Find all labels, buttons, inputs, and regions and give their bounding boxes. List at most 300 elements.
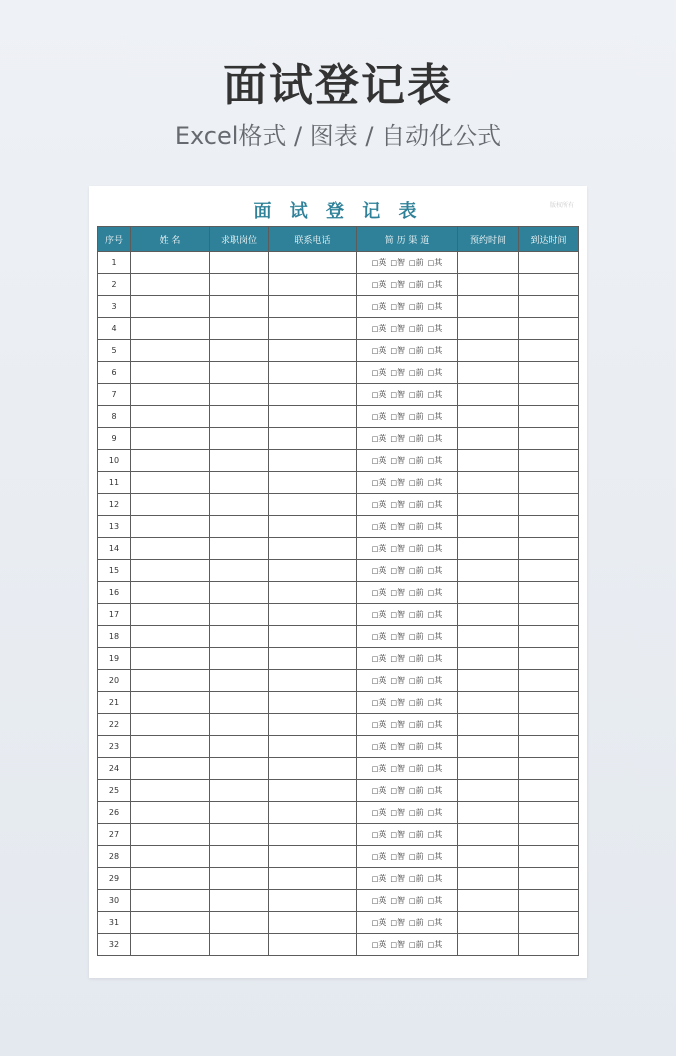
source-option[interactable] xyxy=(428,257,443,268)
source-option[interactable] xyxy=(372,851,387,862)
appointment-time-cell[interactable] xyxy=(458,626,519,648)
source-option[interactable] xyxy=(409,807,424,818)
checkbox-icon[interactable]: □ xyxy=(409,655,416,663)
name-cell[interactable] xyxy=(131,406,210,428)
source-option[interactable] xyxy=(372,609,387,620)
source-option[interactable] xyxy=(428,851,443,862)
source-option[interactable] xyxy=(372,697,387,708)
checkbox-icon[interactable]: □ xyxy=(409,501,416,509)
arrival-time-cell[interactable] xyxy=(519,560,579,582)
arrival-time-cell[interactable] xyxy=(519,274,579,296)
source-option[interactable] xyxy=(428,719,443,730)
checkbox-icon[interactable]: □ xyxy=(409,611,416,619)
source-option[interactable] xyxy=(372,807,387,818)
checkbox-icon[interactable]: □ xyxy=(390,435,397,443)
source-option[interactable] xyxy=(372,543,387,554)
arrival-time-cell[interactable] xyxy=(519,516,579,538)
arrival-time-cell[interactable] xyxy=(519,868,579,890)
source-option[interactable] xyxy=(409,565,424,576)
arrival-time-cell[interactable] xyxy=(519,494,579,516)
checkbox-icon[interactable]: □ xyxy=(371,611,379,619)
appointment-time-cell[interactable] xyxy=(458,582,519,604)
checkbox-icon[interactable]: □ xyxy=(390,391,397,399)
source-option[interactable] xyxy=(428,763,443,774)
checkbox-icon[interactable]: □ xyxy=(371,875,379,883)
source-option[interactable] xyxy=(372,587,387,598)
appointment-time-cell[interactable] xyxy=(458,604,519,626)
name-cell[interactable] xyxy=(131,472,210,494)
checkbox-icon[interactable]: □ xyxy=(409,281,416,289)
phone-cell[interactable] xyxy=(269,802,357,824)
position-cell[interactable] xyxy=(210,912,269,934)
position-cell[interactable] xyxy=(210,890,269,912)
arrival-time-cell[interactable] xyxy=(519,824,579,846)
source-option[interactable] xyxy=(372,257,387,268)
name-cell[interactable] xyxy=(131,274,210,296)
source-option[interactable] xyxy=(372,565,387,576)
checkbox-icon[interactable]: □ xyxy=(390,325,397,333)
checkbox-icon[interactable]: □ xyxy=(409,325,416,333)
name-cell[interactable] xyxy=(131,494,210,516)
appointment-time-cell[interactable] xyxy=(458,736,519,758)
source-option[interactable] xyxy=(390,477,405,488)
position-cell[interactable] xyxy=(210,736,269,758)
source-option[interactable] xyxy=(372,631,387,642)
checkbox-icon[interactable]: □ xyxy=(427,479,435,487)
phone-cell[interactable] xyxy=(269,912,357,934)
source-option[interactable] xyxy=(390,785,405,796)
source-option[interactable] xyxy=(428,301,443,312)
checkbox-icon[interactable]: □ xyxy=(390,743,397,751)
checkbox-icon[interactable]: □ xyxy=(371,765,379,773)
phone-cell[interactable] xyxy=(269,582,357,604)
position-cell[interactable] xyxy=(210,516,269,538)
checkbox-icon[interactable]: □ xyxy=(390,501,397,509)
appointment-time-cell[interactable] xyxy=(458,538,519,560)
position-cell[interactable] xyxy=(210,934,269,956)
checkbox-icon[interactable]: □ xyxy=(390,347,397,355)
checkbox-icon[interactable]: □ xyxy=(409,457,416,465)
name-cell[interactable] xyxy=(131,648,210,670)
checkbox-icon[interactable]: □ xyxy=(371,501,379,509)
checkbox-icon[interactable]: □ xyxy=(390,765,397,773)
source-option[interactable] xyxy=(428,829,443,840)
name-cell[interactable] xyxy=(131,604,210,626)
position-cell[interactable] xyxy=(210,362,269,384)
position-cell[interactable] xyxy=(210,318,269,340)
appointment-time-cell[interactable] xyxy=(458,824,519,846)
checkbox-icon[interactable]: □ xyxy=(427,655,435,663)
position-cell[interactable] xyxy=(210,538,269,560)
arrival-time-cell[interactable] xyxy=(519,472,579,494)
checkbox-icon[interactable]: □ xyxy=(371,479,379,487)
checkbox-icon[interactable]: □ xyxy=(371,391,379,399)
source-option[interactable] xyxy=(372,455,387,466)
phone-cell[interactable] xyxy=(269,890,357,912)
checkbox-icon[interactable]: □ xyxy=(371,809,379,817)
position-cell[interactable] xyxy=(210,758,269,780)
phone-cell[interactable] xyxy=(269,780,357,802)
checkbox-icon[interactable]: □ xyxy=(390,831,397,839)
source-option[interactable] xyxy=(372,521,387,532)
source-option[interactable] xyxy=(390,345,405,356)
phone-cell[interactable] xyxy=(269,406,357,428)
source-option[interactable] xyxy=(428,499,443,510)
checkbox-icon[interactable]: □ xyxy=(371,677,379,685)
checkbox-icon[interactable]: □ xyxy=(371,281,379,289)
phone-cell[interactable] xyxy=(269,274,357,296)
appointment-time-cell[interactable] xyxy=(458,846,519,868)
name-cell[interactable] xyxy=(131,516,210,538)
name-cell[interactable] xyxy=(131,890,210,912)
source-option[interactable] xyxy=(428,323,443,334)
checkbox-icon[interactable]: □ xyxy=(427,699,435,707)
source-option[interactable] xyxy=(409,433,424,444)
arrival-time-cell[interactable] xyxy=(519,340,579,362)
source-option[interactable] xyxy=(428,917,443,928)
arrival-time-cell[interactable] xyxy=(519,934,579,956)
source-option[interactable] xyxy=(428,477,443,488)
checkbox-icon[interactable]: □ xyxy=(427,567,435,575)
source-option[interactable] xyxy=(409,345,424,356)
checkbox-icon[interactable]: □ xyxy=(371,589,379,597)
checkbox-icon[interactable]: □ xyxy=(409,787,416,795)
source-option[interactable] xyxy=(428,609,443,620)
checkbox-icon[interactable]: □ xyxy=(371,347,379,355)
phone-cell[interactable] xyxy=(269,604,357,626)
arrival-time-cell[interactable] xyxy=(519,912,579,934)
name-cell[interactable] xyxy=(131,318,210,340)
source-option[interactable] xyxy=(372,279,387,290)
name-cell[interactable] xyxy=(131,780,210,802)
source-option[interactable] xyxy=(390,939,405,950)
phone-cell[interactable] xyxy=(269,824,357,846)
checkbox-icon[interactable]: □ xyxy=(371,303,379,311)
checkbox-icon[interactable]: □ xyxy=(390,611,397,619)
checkbox-icon[interactable]: □ xyxy=(409,567,416,575)
phone-cell[interactable] xyxy=(269,560,357,582)
checkbox-icon[interactable]: □ xyxy=(409,545,416,553)
source-option[interactable] xyxy=(428,873,443,884)
checkbox-icon[interactable]: □ xyxy=(390,303,397,311)
appointment-time-cell[interactable] xyxy=(458,670,519,692)
source-option[interactable] xyxy=(390,543,405,554)
checkbox-icon[interactable]: □ xyxy=(371,523,379,531)
appointment-time-cell[interactable] xyxy=(458,450,519,472)
checkbox-icon[interactable]: □ xyxy=(409,303,416,311)
checkbox-icon[interactable]: □ xyxy=(371,831,379,839)
checkbox-icon[interactable]: □ xyxy=(427,325,435,333)
source-option[interactable] xyxy=(428,741,443,752)
checkbox-icon[interactable]: □ xyxy=(390,677,397,685)
checkbox-icon[interactable]: □ xyxy=(390,479,397,487)
source-option[interactable] xyxy=(372,675,387,686)
checkbox-icon[interactable]: □ xyxy=(390,875,397,883)
checkbox-icon[interactable]: □ xyxy=(390,413,397,421)
checkbox-icon[interactable]: □ xyxy=(427,611,435,619)
phone-cell[interactable] xyxy=(269,538,357,560)
name-cell[interactable] xyxy=(131,758,210,780)
position-cell[interactable] xyxy=(210,648,269,670)
checkbox-icon[interactable]: □ xyxy=(427,831,435,839)
checkbox-icon[interactable]: □ xyxy=(427,765,435,773)
checkbox-icon[interactable]: □ xyxy=(427,457,435,465)
checkbox-icon[interactable]: □ xyxy=(409,589,416,597)
phone-cell[interactable] xyxy=(269,934,357,956)
source-option[interactable] xyxy=(390,367,405,378)
source-option[interactable] xyxy=(372,323,387,334)
source-option[interactable] xyxy=(409,323,424,334)
phone-cell[interactable] xyxy=(269,340,357,362)
checkbox-icon[interactable]: □ xyxy=(427,281,435,289)
checkbox-icon[interactable]: □ xyxy=(427,897,435,905)
phone-cell[interactable] xyxy=(269,252,357,274)
checkbox-icon[interactable]: □ xyxy=(390,655,397,663)
checkbox-icon[interactable]: □ xyxy=(390,545,397,553)
checkbox-icon[interactable]: □ xyxy=(371,655,379,663)
phone-cell[interactable] xyxy=(269,648,357,670)
source-option[interactable] xyxy=(428,565,443,576)
checkbox-icon[interactable]: □ xyxy=(409,391,416,399)
source-option[interactable] xyxy=(428,543,443,554)
appointment-time-cell[interactable] xyxy=(458,780,519,802)
appointment-time-cell[interactable] xyxy=(458,648,519,670)
appointment-time-cell[interactable] xyxy=(458,560,519,582)
arrival-time-cell[interactable] xyxy=(519,780,579,802)
source-option[interactable] xyxy=(390,851,405,862)
name-cell[interactable] xyxy=(131,626,210,648)
checkbox-icon[interactable]: □ xyxy=(371,743,379,751)
appointment-time-cell[interactable] xyxy=(458,890,519,912)
name-cell[interactable] xyxy=(131,934,210,956)
checkbox-icon[interactable]: □ xyxy=(427,413,435,421)
source-option[interactable] xyxy=(409,455,424,466)
arrival-time-cell[interactable] xyxy=(519,648,579,670)
checkbox-icon[interactable]: □ xyxy=(371,369,379,377)
source-option[interactable] xyxy=(409,543,424,554)
position-cell[interactable] xyxy=(210,560,269,582)
source-option[interactable] xyxy=(409,389,424,400)
position-cell[interactable] xyxy=(210,428,269,450)
name-cell[interactable] xyxy=(131,846,210,868)
source-option[interactable] xyxy=(428,785,443,796)
source-option[interactable] xyxy=(390,697,405,708)
checkbox-icon[interactable]: □ xyxy=(371,567,379,575)
phone-cell[interactable] xyxy=(269,868,357,890)
name-cell[interactable] xyxy=(131,912,210,934)
source-option[interactable] xyxy=(409,609,424,620)
source-option[interactable] xyxy=(409,697,424,708)
phone-cell[interactable] xyxy=(269,428,357,450)
checkbox-icon[interactable]: □ xyxy=(427,875,435,883)
position-cell[interactable] xyxy=(210,626,269,648)
checkbox-icon[interactable]: □ xyxy=(409,677,416,685)
appointment-time-cell[interactable] xyxy=(458,362,519,384)
checkbox-icon[interactable]: □ xyxy=(371,787,379,795)
checkbox-icon[interactable]: □ xyxy=(427,545,435,553)
position-cell[interactable] xyxy=(210,582,269,604)
source-option[interactable] xyxy=(428,807,443,818)
name-cell[interactable] xyxy=(131,538,210,560)
phone-cell[interactable] xyxy=(269,670,357,692)
source-option[interactable] xyxy=(409,477,424,488)
phone-cell[interactable] xyxy=(269,472,357,494)
source-option[interactable] xyxy=(428,895,443,906)
checkbox-icon[interactable]: □ xyxy=(427,677,435,685)
source-option[interactable] xyxy=(428,411,443,422)
phone-cell[interactable] xyxy=(269,450,357,472)
position-cell[interactable] xyxy=(210,274,269,296)
checkbox-icon[interactable]: □ xyxy=(390,853,397,861)
source-option[interactable] xyxy=(428,521,443,532)
checkbox-icon[interactable]: □ xyxy=(409,853,416,861)
source-option[interactable] xyxy=(409,279,424,290)
checkbox-icon[interactable]: □ xyxy=(390,523,397,531)
appointment-time-cell[interactable] xyxy=(458,428,519,450)
position-cell[interactable] xyxy=(210,670,269,692)
name-cell[interactable] xyxy=(131,824,210,846)
name-cell[interactable] xyxy=(131,384,210,406)
arrival-time-cell[interactable] xyxy=(519,538,579,560)
source-option[interactable] xyxy=(390,565,405,576)
checkbox-icon[interactable]: □ xyxy=(427,391,435,399)
phone-cell[interactable] xyxy=(269,384,357,406)
source-option[interactable] xyxy=(390,631,405,642)
source-option[interactable] xyxy=(409,763,424,774)
arrival-time-cell[interactable] xyxy=(519,318,579,340)
source-option[interactable] xyxy=(409,785,424,796)
checkbox-icon[interactable]: □ xyxy=(427,369,435,377)
source-option[interactable] xyxy=(409,851,424,862)
checkbox-icon[interactable]: □ xyxy=(371,941,379,949)
appointment-time-cell[interactable] xyxy=(458,714,519,736)
checkbox-icon[interactable]: □ xyxy=(409,259,416,267)
appointment-time-cell[interactable] xyxy=(458,296,519,318)
checkbox-icon[interactable]: □ xyxy=(427,919,435,927)
phone-cell[interactable] xyxy=(269,692,357,714)
checkbox-icon[interactable]: □ xyxy=(390,567,397,575)
source-option[interactable] xyxy=(390,301,405,312)
appointment-time-cell[interactable] xyxy=(458,252,519,274)
name-cell[interactable] xyxy=(131,736,210,758)
checkbox-icon[interactable]: □ xyxy=(409,435,416,443)
source-option[interactable] xyxy=(372,917,387,928)
appointment-time-cell[interactable] xyxy=(458,692,519,714)
source-option[interactable] xyxy=(428,939,443,950)
checkbox-icon[interactable]: □ xyxy=(390,919,397,927)
checkbox-icon[interactable]: □ xyxy=(371,853,379,861)
appointment-time-cell[interactable] xyxy=(458,868,519,890)
name-cell[interactable] xyxy=(131,450,210,472)
source-option[interactable] xyxy=(428,653,443,664)
checkbox-icon[interactable]: □ xyxy=(371,325,379,333)
source-option[interactable] xyxy=(409,895,424,906)
position-cell[interactable] xyxy=(210,868,269,890)
checkbox-icon[interactable]: □ xyxy=(371,545,379,553)
source-option[interactable] xyxy=(372,301,387,312)
arrival-time-cell[interactable] xyxy=(519,714,579,736)
phone-cell[interactable] xyxy=(269,318,357,340)
position-cell[interactable] xyxy=(210,780,269,802)
checkbox-icon[interactable]: □ xyxy=(427,721,435,729)
checkbox-icon[interactable]: □ xyxy=(427,501,435,509)
source-option[interactable] xyxy=(428,433,443,444)
name-cell[interactable] xyxy=(131,560,210,582)
source-option[interactable] xyxy=(390,763,405,774)
phone-cell[interactable] xyxy=(269,736,357,758)
appointment-time-cell[interactable] xyxy=(458,384,519,406)
source-option[interactable] xyxy=(390,521,405,532)
checkbox-icon[interactable]: □ xyxy=(427,589,435,597)
checkbox-icon[interactable]: □ xyxy=(390,699,397,707)
source-option[interactable] xyxy=(390,741,405,752)
source-option[interactable] xyxy=(390,279,405,290)
arrival-time-cell[interactable] xyxy=(519,428,579,450)
position-cell[interactable] xyxy=(210,846,269,868)
arrival-time-cell[interactable] xyxy=(519,252,579,274)
source-option[interactable] xyxy=(372,499,387,510)
source-option[interactable] xyxy=(390,675,405,686)
checkbox-icon[interactable]: □ xyxy=(409,875,416,883)
checkbox-icon[interactable]: □ xyxy=(390,787,397,795)
checkbox-icon[interactable]: □ xyxy=(409,699,416,707)
phone-cell[interactable] xyxy=(269,296,357,318)
source-option[interactable] xyxy=(390,433,405,444)
checkbox-icon[interactable]: □ xyxy=(427,809,435,817)
appointment-time-cell[interactable] xyxy=(458,494,519,516)
source-option[interactable] xyxy=(372,763,387,774)
appointment-time-cell[interactable] xyxy=(458,318,519,340)
source-option[interactable] xyxy=(409,939,424,950)
checkbox-icon[interactable]: □ xyxy=(427,523,435,531)
appointment-time-cell[interactable] xyxy=(458,274,519,296)
checkbox-icon[interactable]: □ xyxy=(409,347,416,355)
source-option[interactable] xyxy=(409,301,424,312)
source-option[interactable] xyxy=(409,675,424,686)
name-cell[interactable] xyxy=(131,340,210,362)
source-option[interactable] xyxy=(372,367,387,378)
arrival-time-cell[interactable] xyxy=(519,736,579,758)
source-option[interactable] xyxy=(390,389,405,400)
checkbox-icon[interactable]: □ xyxy=(409,809,416,817)
source-option[interactable] xyxy=(390,807,405,818)
name-cell[interactable] xyxy=(131,802,210,824)
arrival-time-cell[interactable] xyxy=(519,582,579,604)
source-option[interactable] xyxy=(409,741,424,752)
checkbox-icon[interactable]: □ xyxy=(390,633,397,641)
source-option[interactable] xyxy=(428,345,443,356)
source-option[interactable] xyxy=(409,873,424,884)
source-option[interactable] xyxy=(409,411,424,422)
source-option[interactable] xyxy=(372,345,387,356)
checkbox-icon[interactable]: □ xyxy=(390,589,397,597)
source-option[interactable] xyxy=(372,719,387,730)
source-option[interactable] xyxy=(372,829,387,840)
source-option[interactable] xyxy=(409,587,424,598)
checkbox-icon[interactable]: □ xyxy=(427,303,435,311)
phone-cell[interactable] xyxy=(269,846,357,868)
source-option[interactable] xyxy=(409,257,424,268)
appointment-time-cell[interactable] xyxy=(458,758,519,780)
source-option[interactable] xyxy=(390,873,405,884)
checkbox-icon[interactable]: □ xyxy=(371,413,379,421)
checkbox-icon[interactable]: □ xyxy=(409,413,416,421)
source-option[interactable] xyxy=(390,323,405,334)
source-option[interactable] xyxy=(372,411,387,422)
checkbox-icon[interactable]: □ xyxy=(390,941,397,949)
arrival-time-cell[interactable] xyxy=(519,604,579,626)
appointment-time-cell[interactable] xyxy=(458,340,519,362)
